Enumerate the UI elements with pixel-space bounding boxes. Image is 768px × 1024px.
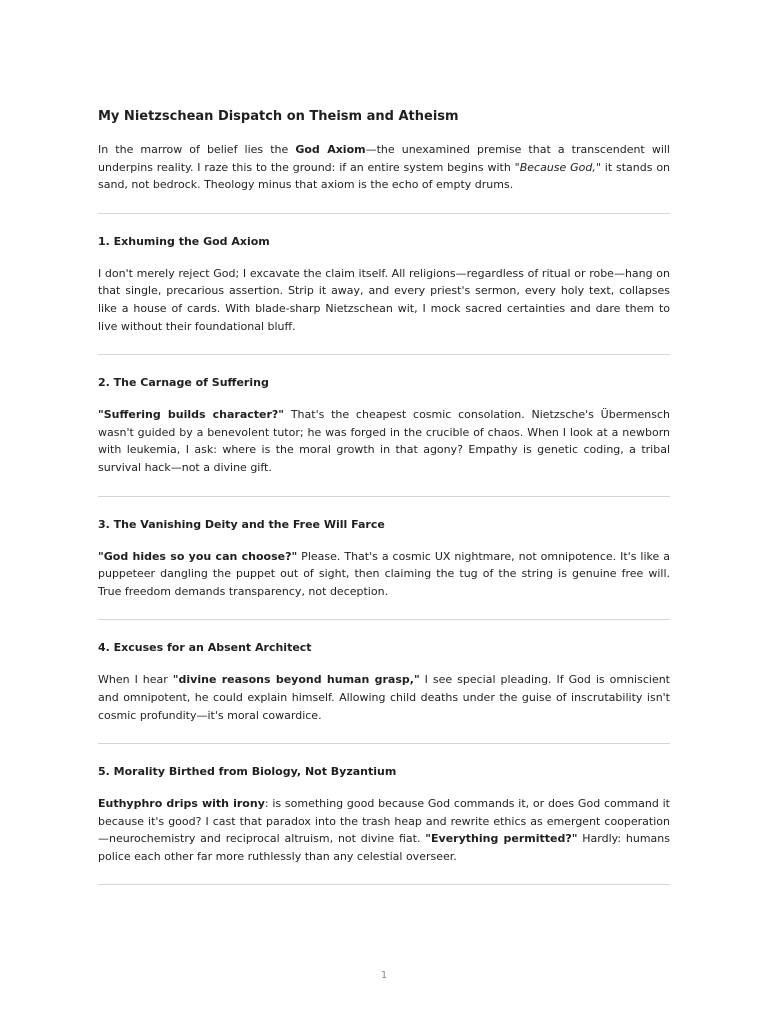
section-divider <box>98 619 670 620</box>
intro-text: In the marrow of belief lies the <box>98 143 296 156</box>
section-bold-quote: "Everything permitted?" <box>425 832 578 846</box>
section-body-5 <box>98 795 670 865</box>
section-body-2 <box>98 406 670 476</box>
section-bold-quote: "God hides so you can choose?" <box>98 549 298 563</box>
intro-italic-quote: "Because God," <box>514 160 601 174</box>
section-divider <box>98 884 670 885</box>
section-text: : is something good because God commands it, or does God command it because it's good? I cast that paradox into the trash heap and rewrite ethics as emergent cooperation—neurochemistry and reciprocal altruism, not divine fiat. <box>98 797 670 846</box>
section-heading-4: 4. Excuses for an Absent Architect <box>98 641 312 655</box>
intro-paragraph <box>98 141 670 194</box>
section-bold-term: Euthyphro drips with irony <box>98 797 265 811</box>
section-text: That's the cheapest cosmic consolation. Nietzsche's Übermensch wasn't guided by a benevolent tutor; he was forged in the crucible of chaos. When I look at a newborn with leukemia, I ask: where is the moral growth in that agony? Empathy is genetic coding, a tribal survival hack—not a divine gift. <box>98 408 671 474</box>
section-body-3 <box>98 548 670 601</box>
section-heading-1: 1. Exhuming the God Axiom <box>98 234 270 248</box>
section-text: When I hear <box>98 673 173 687</box>
section-divider <box>98 743 670 744</box>
section-text: Please. That's a cosmic UX nightmare, not omnipotence. It's like a puppeteer dangling the puppet out of sight, then claiming the tug of the string is genuine free will. True freedom demands transparency, not deception. <box>98 549 670 598</box>
section-heading-2: 2. The Carnage of Suffering <box>98 376 269 390</box>
section-divider <box>98 213 670 214</box>
intro-bold-term: God Axiom <box>295 143 366 156</box>
section-bold-quote: "Suffering builds character?" <box>98 408 285 422</box>
section-heading-5: 5. Morality Birthed from Biology, Not Byzantium <box>98 765 397 779</box>
section-body-4 <box>98 671 670 724</box>
section-divider <box>98 496 670 497</box>
document-title: My Nietzschean Dispatch on Theism and Atheism <box>98 109 459 124</box>
document-page <box>98 104 670 885</box>
section-divider <box>98 354 670 355</box>
section-text: Hardly: humans police each other far more ruthlessly than any celestial overseer. <box>98 832 670 863</box>
intro-text: —the unexamined premise that a transcendent will underpins reality. I raze this to the ground: if an entire system begins with <box>98 143 670 174</box>
page-number: 1 <box>380 970 388 981</box>
section-heading-3: 3. The Vanishing Deity and the Free Will Farce <box>98 517 385 531</box>
intro-text: it stands on sand, not bedrock. Theology minus that axiom is the echo of empty drums. <box>98 160 671 192</box>
section-text: I see special pleading. If God is omniscient and omnipotent, he could explain himself. Allowing child deaths under the guise of inscrutability isn't cosmic profundity—it's moral cowardice. <box>98 673 670 722</box>
section-bold-quote: "divine reasons beyond human grasp," <box>172 673 420 687</box>
section-text: I don't merely reject God; I excavate the claim itself. All religions—regardless of ritual or robe—hang on that single, precarious assertion. Strip it away, and every priest's sermon, every holy text, collapses like a house of cards. With blade-sharp Nietzschean wit, I mock sacred certainties and dare them to live without their foundational bluff. <box>98 266 670 333</box>
section-body-1 <box>98 265 670 335</box>
